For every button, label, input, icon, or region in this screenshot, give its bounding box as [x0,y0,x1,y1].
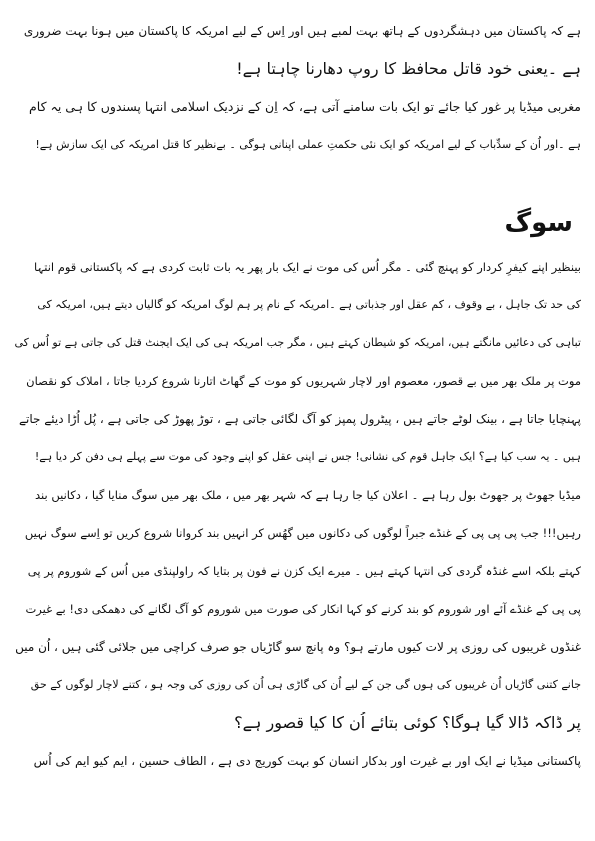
paragraph-line: ہے کہ پاکستان میں دہشگردوں کے ہاتھ بہت لمبے ہیں اور اِس کے لیے امریکہ کا پاکستان میں ہونا بہت ضروری [23,24,581,38]
paragraph-line: ہے ۔یعنی خود قاتل محافظ کا روپ دھارنا چاہتا ہے! [236,59,581,78]
paragraph-line: مغربی میڈیا پر غور کیا جائے تو ایک بات سامنے آتی ہے، کہ اِن کے نزدیک اسلامی انتہا پسندوں کا ہی یہ کام [29,99,581,114]
paragraph-line: پاکستانی میڈیا نے ایک اور بے غیرت اور بدکار انسان کو بہت کوریج دی ہے ، الطاف حسین ، ایم کیو ایم کی اُس [33,754,581,768]
paragraph-line: جانے کتنی گاڑیاں اُن غریبوں کی ہوں گی جن کے لیے اُن کی گاڑی ہی اُن کی روزی کی وجہ ہو ، کتنے لاچار لوگوں کے حق [30,678,581,691]
paragraph-line: رہیں!!! جب پی پی پی کے غنڈے جبراً لوگوں کی دکانوں میں گھُس کر انہیں بند کروانا شروع کریں تو اِسے سوگ نہیں [24,526,581,540]
paragraph-line: کی حد تک جاہل ، بے وقوف ، کم عقل اور جذباتی ہے ۔امریکہ کے نام پر ہم لوگ امریکہ کو گالیاں دیتے ہیں، امریکہ کی [37,298,581,311]
paragraph-line: ہے ۔اور اُن کے سدِّباب کے لیے امریکہ کو ایک نئی حکمتِ عملی اپنانی ہوگی ۔ بےنظیر کا قتل امریکہ کی ایک سازش ہے! [35,138,581,151]
paragraph-line: پی پی کے غنڈے آئے اور شوروم کو بند کرنے کو کہا انکار کی صورت میں شوروم کو آگ لگانے کی دھمکی دی! بے غیرت [25,602,581,616]
paragraph-line: ہیں ۔ یہ سب کیا ہے؟ ایک جاہل قوم کی نشانی! جس نے اپنی عقل کو اپنے وجود کی موت سے پہلے ہی دفن کر دیا ہے! [34,450,581,463]
paragraph-line: تباہی کی دعائیں مانگتے ہیں، امریکہ کو شیطان کہتے ہیں ، مگر جب امریکہ ہی کی ایک ایجنٹ قتل کی جاتی ہے تو اُس کی [14,336,581,349]
paragraph-line: کہتے بلکہ اسے غنڈہ گردی کی انتہا کہتے ہیں ۔ میرے ایک کزن نے فون پر بتایا کہ راولپنڈی میں اُس کے شوروم پر پی [27,564,581,578]
paragraph-line: پر ڈاکہ ڈالا گیا ہوگا؟ کوئی بتائے اُن کا کیا قصور ہے؟ [234,713,581,732]
paragraph-line: بینظیر اپنے کیفرِ کردار کو پہنچ گئی ۔ مگر اُس کی موت نے ایک بار پھر یہ بات ثابت کردی ہے کہ پاکستانی قوم انتہا [33,260,581,274]
section-heading: سوگ [504,208,573,238]
paragraph-line: موت پر ملک بھر میں بے قصور، معصوم اور لاچار شہریوں کو موت کے گھاٹ اتارنا شروع کردیا جاتا ، املاک کو نقصان [26,374,581,388]
paragraph-line: پہنچایا جاتا ہے ، بینک لوٹے جاتے ہیں ، پیٹرول پمپز کو آگ لگائی جاتی ہے ، توڑ پھوڑ کی جاتی ہے ، پُل اُڑا دیئے جاتے [18,412,581,426]
paragraph-line: میڈیا جھوٹ پر جھوٹ بول رہا ہے ۔ اعلان کیا جا رہا ہے کہ شہر بھر میں ، ملک بھر میں سوگ منایا گیا ، دکانیں بند [35,488,581,502]
paragraph-line: غنڈوں غریبوں کی روزی پر لات کیوں مارتے ہو؟ وہ پانچ سو گاڑیاں جو صرف کراچی میں جلائی گئی ہیں ، اُن میں [15,640,581,654]
